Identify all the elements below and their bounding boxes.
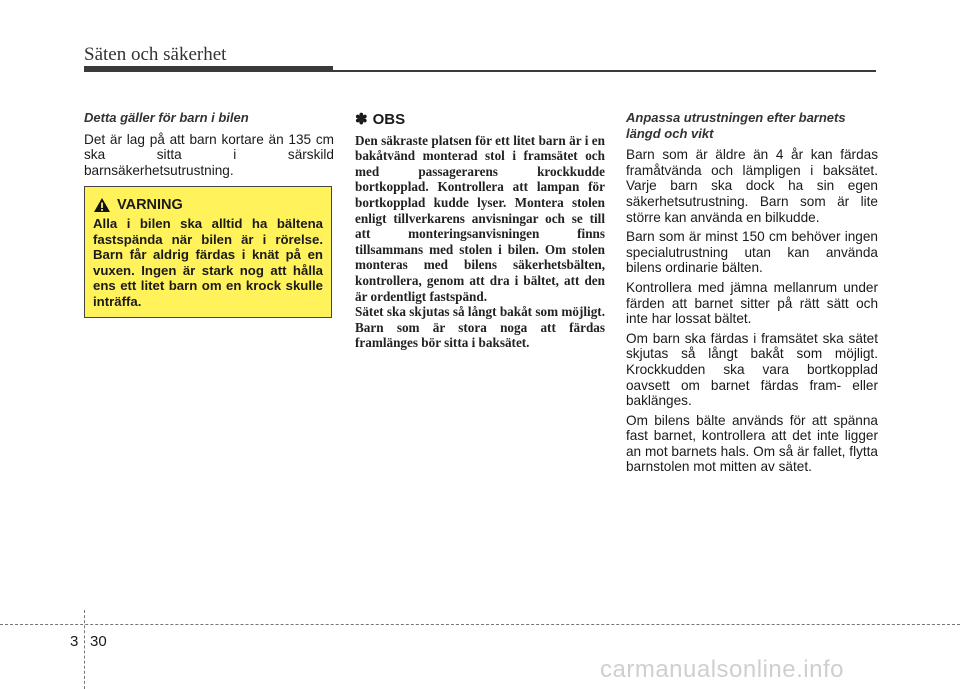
section-subheading: Anpassa utrustningen efter barnets längd och vikt xyxy=(626,110,846,141)
column-middle xyxy=(355,110,605,351)
section-subheading: Detta gäller för barn i bilen xyxy=(84,110,249,125)
body-paragraph: Om bilens bälte används för att spänna fast barnet, kontrollera att det inte ligger an mot barnets hals. Om så är fallet, flytta barnstolen mot mitten av sätet. xyxy=(626,412,878,475)
warning-box xyxy=(84,186,332,318)
asterisk-icon: ✽ xyxy=(355,111,368,128)
body-paragraph: Om barn ska färdas i framsätet ska sätet skjutas så långt bakåt som möjligt. Krockkudden ska vara bortkopplad oavsett om barnet färdas fram- eller baklänges. xyxy=(626,330,878,409)
body-paragraph: Kontrollera med jämna mellanrum under färden att barnet sitter på rätt sätt och inte har lossat bältet. xyxy=(626,279,878,327)
column-left xyxy=(84,110,334,182)
page-header-title: Säten och säkerhet xyxy=(84,44,227,65)
warning-header xyxy=(93,197,323,213)
obs-title: OBS xyxy=(372,111,406,128)
footer-vertical-divider xyxy=(84,610,85,689)
warning-triangle-icon xyxy=(93,197,111,213)
warning-text: Alla i bilen ska alltid ha bältena fastspända när bilen är i rörelse. Barn får aldrig färdas i knät på en vuxen. Ingen är stark nog att hålla ens ett litet barn om en krock skulle inträffa. xyxy=(93,216,323,309)
header-rule-thin xyxy=(333,70,876,72)
obs-text xyxy=(355,133,605,351)
footer-divider xyxy=(0,624,960,625)
column-right xyxy=(626,110,878,479)
body-paragraph: Barn som är äldre än 4 år kan färdas framåtvända och lämpligen i baksätet. Varje barn ska dock ha sin egen säkerhetsutrustning. Barn som är lite större kan använda en bilkudde. xyxy=(626,147,878,225)
body-paragraph: Barn som är minst 150 cm behöver ingen specialutrustning utan kan använda bilens ordinarie bälten. xyxy=(626,229,878,276)
header-rule-thick xyxy=(84,66,333,72)
chapter-number: 3 xyxy=(70,633,79,650)
obs-paragraph: Sätet ska skjutas så långt bakåt som möjligt. Barn som är stora noga att färdas framlänges bör sitta i baksätet. xyxy=(355,304,605,351)
watermark: carmanualsonline.info xyxy=(600,656,844,683)
obs-header xyxy=(355,112,605,128)
obs-paragraph: Den säkraste platsen för ett litet barn är i en bakåtvänd monterad stol i framsätet och med passagerarens krockkudde bortkopplad. Kontrollera att lampan för bortkopplad kudde lyser. Montera stolen enligt tillverkarens anvisningar och se till att monteringsanvisningen finns tillsammans med stolen i bilen. Om stolen monteras med bilens säkerhetsbälten, kontrollera, genom att dra i bältet, att den är ordentligt fastspänd. xyxy=(355,132,605,304)
body-paragraph: Det är lag på att barn kortare än 135 cm ska sitta i särskild barnsäkerhetsutrustning. xyxy=(84,131,334,178)
warning-title: VARNING xyxy=(117,197,183,213)
page-number: 30 xyxy=(90,633,107,650)
